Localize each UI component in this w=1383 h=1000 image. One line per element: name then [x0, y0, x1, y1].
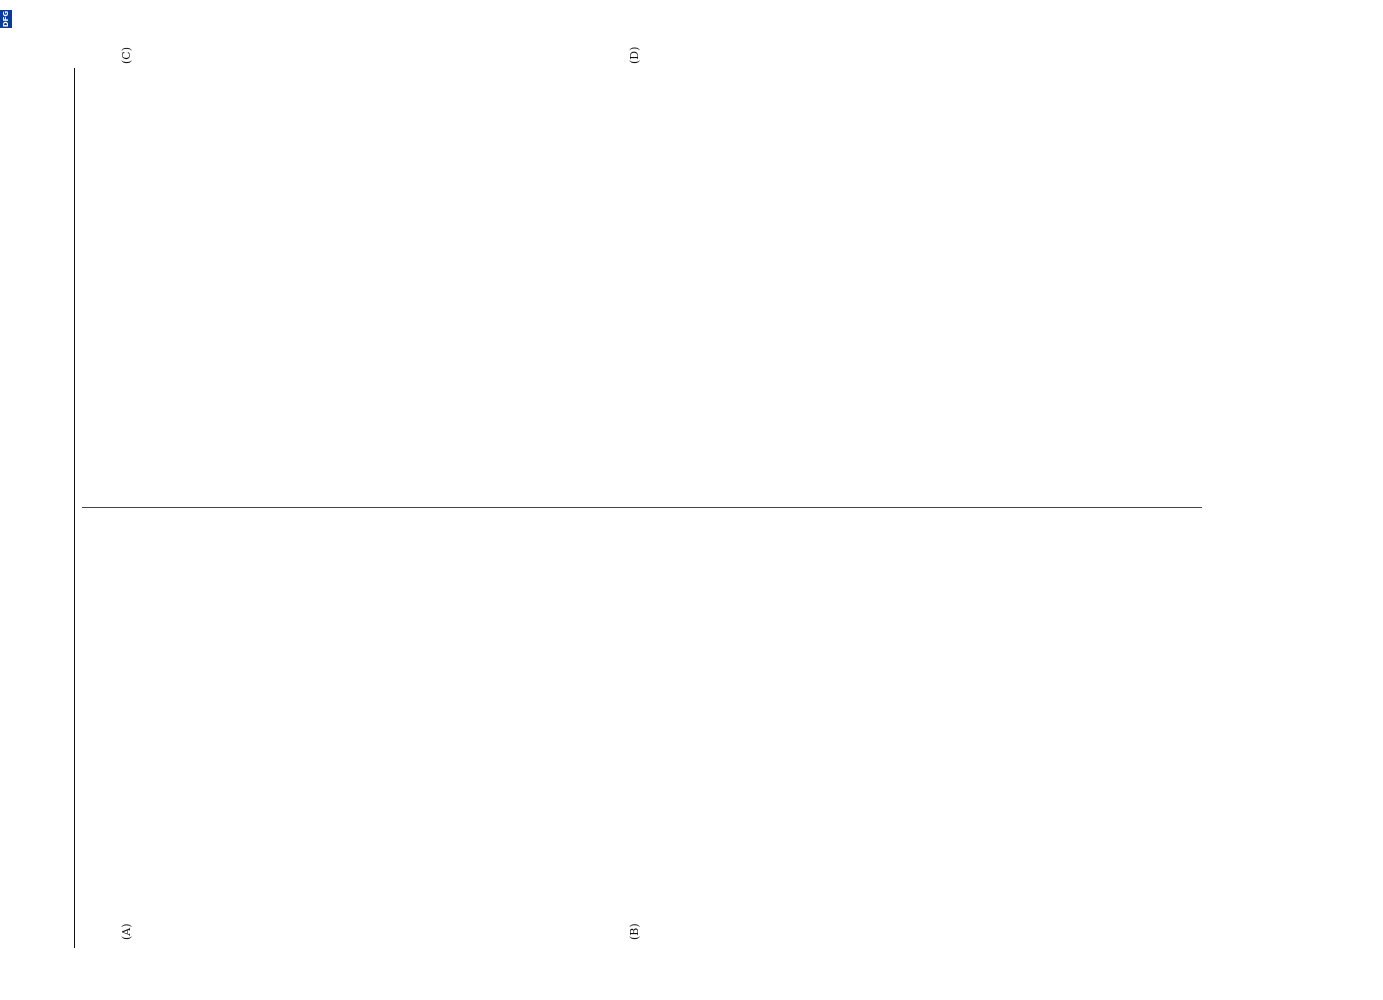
- left-column: [82, 515, 1262, 930]
- margin-marker-b: (B): [628, 923, 641, 940]
- right-column: [82, 69, 1262, 484]
- dfg-logo: DFG: [2, 10, 10, 28]
- margin-marker-a: (A): [120, 923, 133, 940]
- digitization-note: [0, 0, 12, 1000]
- margin-marker-c: (C): [120, 47, 133, 64]
- page-header: [54, 68, 75, 948]
- margin-marker-d: (D): [628, 46, 641, 64]
- column-divider: [82, 507, 1202, 508]
